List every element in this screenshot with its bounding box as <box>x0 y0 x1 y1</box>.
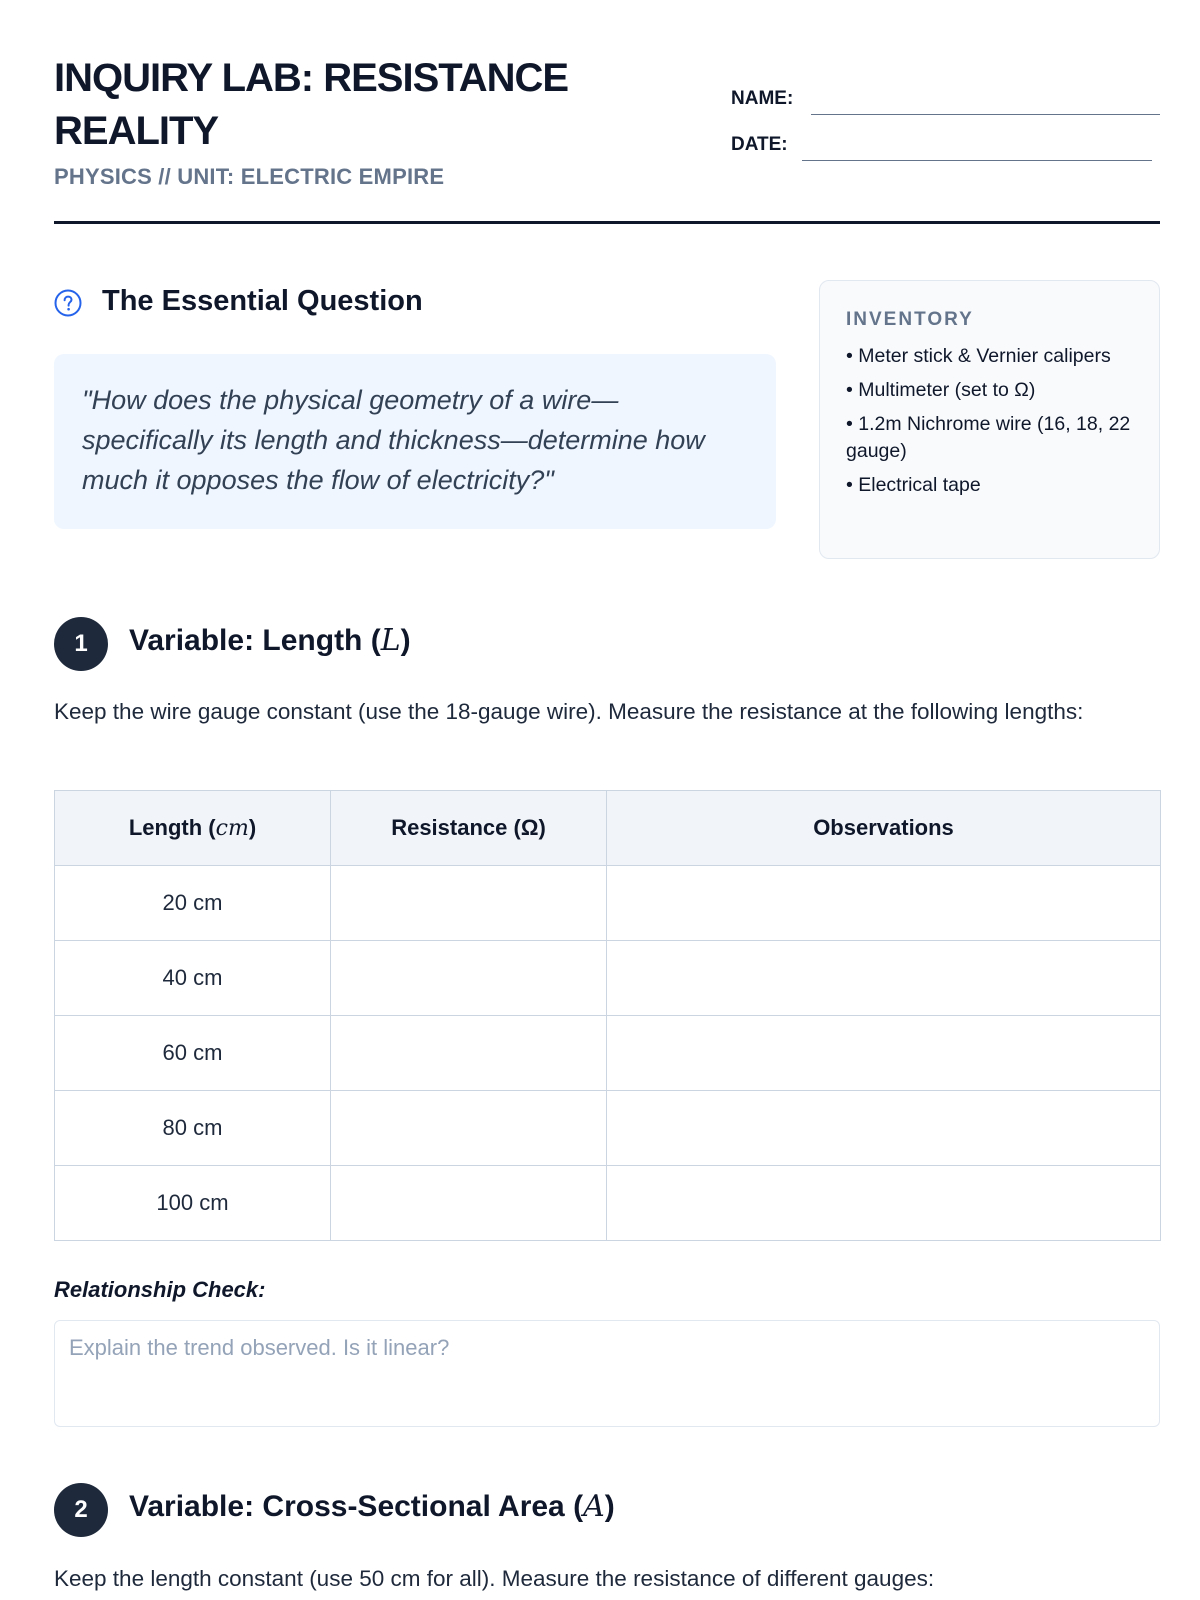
essential-question-box <box>54 354 776 529</box>
section-1-variable: L <box>380 623 401 658</box>
column-header-observations: Observations <box>607 791 1161 866</box>
column-header-resistance: Resistance (Ω) <box>331 791 607 866</box>
resistance-cell[interactable] <box>331 1166 607 1241</box>
relationship-check-input[interactable] <box>54 1320 1160 1427</box>
section-1-title <box>129 623 411 658</box>
observations-cell[interactable] <box>607 941 1161 1016</box>
name-label: NAME: <box>731 88 794 109</box>
section-2-variable: A <box>583 1489 605 1524</box>
inventory-panel <box>819 280 1160 559</box>
observations-cell[interactable] <box>607 1016 1161 1091</box>
length-header-unit: cm <box>215 816 249 841</box>
length-data-table <box>54 790 1161 1241</box>
question-circle-icon <box>54 289 82 317</box>
observations-cell[interactable] <box>607 1166 1161 1241</box>
section-1-title-close: ) <box>400 624 411 657</box>
essential-question-heading: The Essential Question <box>102 285 423 317</box>
resistance-cell[interactable] <box>331 941 607 1016</box>
inventory-item: • Electrical tape <box>846 474 981 496</box>
section-1-description: Keep the wire gauge constant (use the 18-gauge wire). Measure the resistance at the following lengths: <box>54 699 1084 724</box>
page-subtitle: PHYSICS // UNIT: ELECTRIC EMPIRE <box>54 164 445 189</box>
date-field[interactable] <box>802 160 1152 161</box>
length-header-close: ) <box>248 815 257 840</box>
length-cell: 80 cm <box>55 1091 331 1166</box>
length-cell: 40 cm <box>55 941 331 1016</box>
section-2-badge: 2 <box>54 1483 108 1537</box>
observations-cell[interactable] <box>607 1091 1161 1166</box>
header-divider <box>54 221 1160 224</box>
essential-question-text: "How does the physical geometry of a wire—specifically its length and thickness—determine how much it opposes the flow of electricity?" <box>82 385 705 495</box>
inventory-item: • Multimeter (set to Ω) <box>846 379 1036 401</box>
resistance-cell[interactable] <box>331 1016 607 1091</box>
section-1-title-text: Variable: Length ( <box>129 624 381 657</box>
inventory-title: INVENTORY <box>846 309 974 330</box>
date-label: DATE: <box>731 134 788 155</box>
relationship-check-label: Relationship Check: <box>54 1277 266 1302</box>
column-header-length <box>55 791 331 866</box>
section-2-description: Keep the length constant (use 50 cm for all). Measure the resistance of different gauges: <box>54 1566 935 1591</box>
inventory-item: • 1.2m Nichrome wire (16, 18, 22 gauge) <box>846 413 1131 462</box>
page-title: INQUIRY LAB: RESISTANCE REALITY <box>54 56 569 153</box>
table-row <box>55 1166 1161 1241</box>
table-row <box>55 1016 1161 1091</box>
section-2-title-text: Variable: Cross-Sectional Area ( <box>129 1490 584 1523</box>
table-header-row <box>55 791 1161 866</box>
section-2-title <box>129 1489 615 1524</box>
length-cell: 100 cm <box>55 1166 331 1241</box>
length-cell: 60 cm <box>55 1016 331 1091</box>
length-cell: 20 cm <box>55 866 331 941</box>
name-field[interactable] <box>811 114 1160 115</box>
section-2-title-close: ) <box>604 1490 615 1523</box>
inventory-list <box>846 343 1133 499</box>
table-row <box>55 866 1161 941</box>
resistance-cell[interactable] <box>331 866 607 941</box>
table-row <box>55 941 1161 1016</box>
resistance-cell[interactable] <box>331 1091 607 1166</box>
table-row <box>55 1091 1161 1166</box>
inventory-item: • Meter stick & Vernier calipers <box>846 345 1111 367</box>
observations-cell[interactable] <box>607 866 1161 941</box>
length-header-text: Length ( <box>128 815 216 840</box>
section-1-badge: 1 <box>54 617 108 671</box>
worksheet-page <box>54 0 1160 1600</box>
